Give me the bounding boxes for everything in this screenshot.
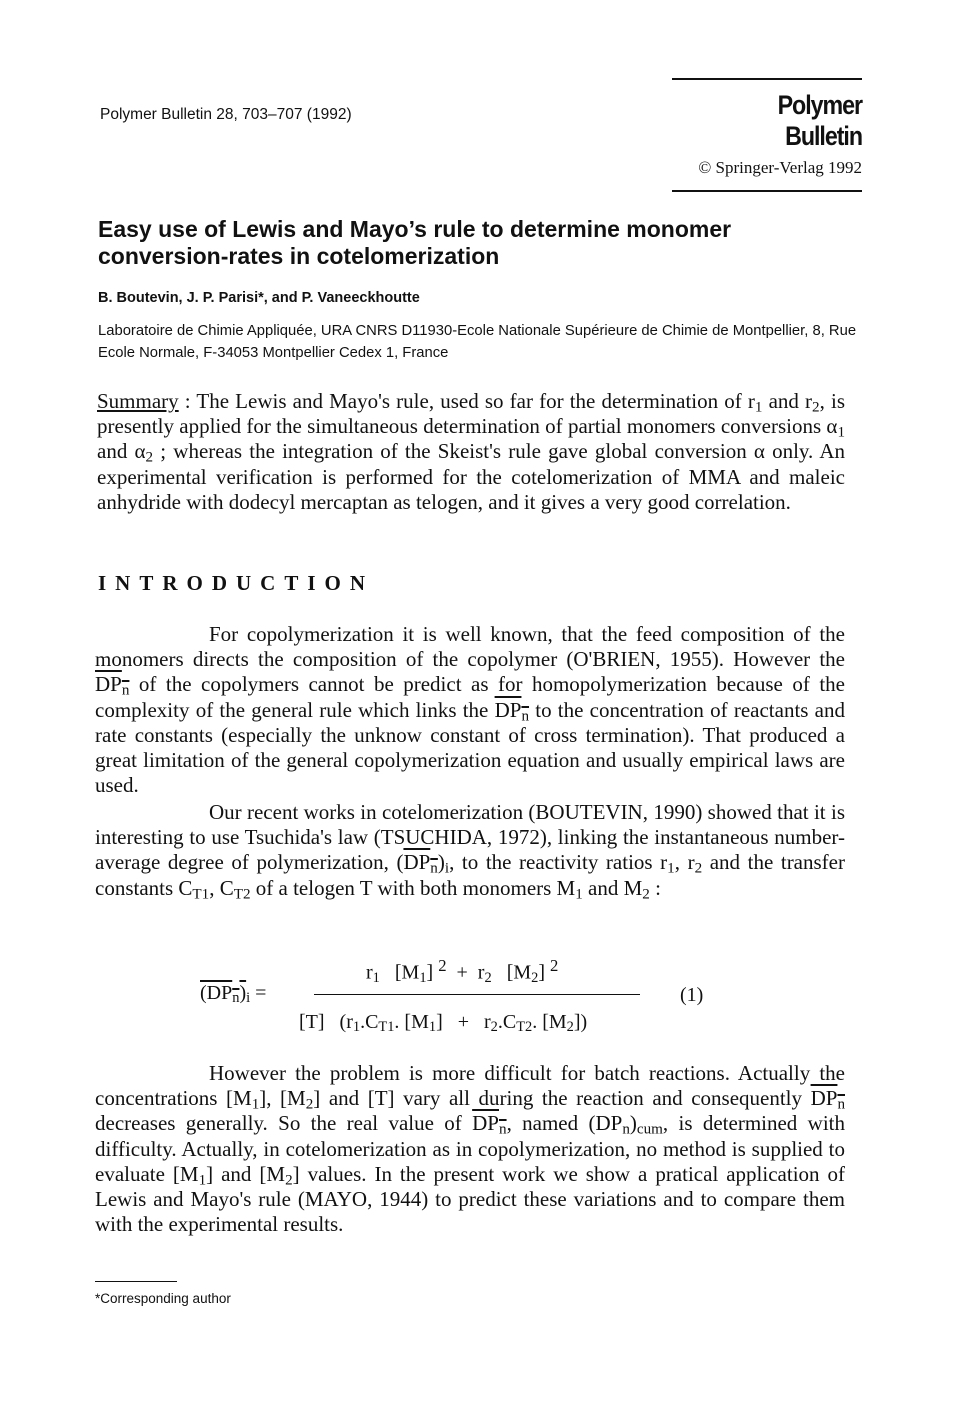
journal-name: Polymer Bulletin xyxy=(777,90,862,151)
summary-text: ; whereas the integration of the Skeist's rule gave global conversion α only. An experimental verification is performed for the cotelomerization of MMA and maleic anhydride with dodecyl mercaptan as telogen, and it gives a very good correlation. xyxy=(97,439,845,514)
equation-number: (1) xyxy=(680,984,704,1006)
summary-text: and α xyxy=(97,439,146,464)
footnote-rule xyxy=(95,1281,177,1282)
paragraph-text: , to the reactivity ratios r xyxy=(449,850,668,875)
equation-denominator: [T] ($r_1.C_{T1}$. $[M_1] + r_2.C_{T2}$. $[M_2]$) xyxy=(299,1011,588,1036)
equation-lhs: $(DP_n)_i$ = xyxy=(200,982,267,1007)
paragraph-text: For copolymerization it is well known, that the feed composition of the monomers directs the composition of the copolymer (O'BRIEN, 1955). However the xyxy=(95,622,845,672)
copyright-notice: © Springer-Verlag 1992 xyxy=(698,158,862,177)
paragraph-text: However the problem is more difficult for batch reactions. Actually the concentrations [M xyxy=(95,1061,845,1111)
paragraph-text: decreases generally. So the real value of xyxy=(95,1111,473,1136)
footnote-corresponding-author: *Corresponding author xyxy=(95,1291,231,1306)
paragraph-text: of a telogen T with both monomers M xyxy=(250,875,576,900)
title-line-2: conversion-rates in cotelomerization xyxy=(98,243,500,269)
paragraph-text: and the transfer constants C xyxy=(95,850,845,900)
paragraph-text: to the concentration of reactants and rate constants (especially the unknow constant of cross termination). That produced a great limitation of the general copolymerization equation and usually empirical laws are used. xyxy=(95,697,845,798)
journal-reference: Polymer Bulletin 28, 703–707 (1992) xyxy=(100,106,352,123)
affiliation: Laboratoire de Chimie Appliquée, URA CNRS D11930-Ecole Nationale Supérieure de Chimie de Montpellier, 8, Rue Ecole Normale, F-34053 Montpellier Cedex 1, France xyxy=(98,323,857,361)
subscript: 2 xyxy=(812,399,820,416)
dpn-symbol: $DP_n$ xyxy=(472,1111,507,1138)
journal-masthead xyxy=(672,78,862,192)
summary-paragraph xyxy=(97,389,845,515)
subscript: 2 xyxy=(145,449,154,466)
equation-numerator: $r_1$ $[M_1] ^2 + r_2$ $[M_2]$ $^2$ xyxy=(366,956,559,986)
section-heading-introduction: INTRODUCTION xyxy=(98,571,375,595)
dpn-symbol: $DP_n$ xyxy=(810,1086,845,1113)
dpn-symbol: $DP_n$ xyxy=(494,697,530,724)
intro-paragraph-1 xyxy=(95,622,845,798)
author-list: B. Boutevin, J. P. Parisi*, and P. Vaneeckhoutte xyxy=(98,290,420,306)
summary-label: Summary xyxy=(97,389,179,413)
paragraph-text: ] values. In the present work we show a pratical application of Lewis and Mayo's rule (MAYO, 1944) to predict these variations and to compare them with the experimental results. xyxy=(95,1161,845,1237)
dpn-symbol: $DP_n$ xyxy=(95,672,130,699)
summary-text: : The Lewis and Mayo's rule, used so far for the determination of r xyxy=(178,389,755,413)
intro-paragraph-2: Our recent works in cotelomerization (BOUTEVIN, 1990) showed that it is interesting to use Tsuchida's law (TSUCHIDA, 1972), linking the instantaneous number-average degree of polymerization, $(DP_n)_i$, to the reactivity ratios $r_1$, $r_2$ and the transfer constants $C_{T1}$, $C_{T2}$ of a telogen T with both monomers $M_1$ and $M_2$ : xyxy=(95,800,845,902)
fraction-bar xyxy=(314,994,640,995)
article-title xyxy=(98,216,858,270)
intro-paragraph-3: However the problem is more difficult for batch reactions. Actually the concentrations $[M_1]$, $[M_2]$ and [T] vary all during the reaction and consequently $DP_n$ decreases generally. So the real value of $DP_n$, named $(DP_n)_{cum}$, is determined with difficulty. Actually, in cotelomerization as in copolymerization, no method is supplied to evaluate $[M_1]$ and $[M_2]$ values. In the present work we show a pratical application of Lewis and Mayo's rule (MAYO, 1944) to predict these variations and to compare them with the experimental results. xyxy=(95,1061,845,1237)
subscript: 1 xyxy=(754,399,763,416)
title-line-1: Easy use of Lewis and Mayo’s rule to determine monomer xyxy=(98,216,732,242)
masthead-top-rule xyxy=(672,78,862,80)
summary-text: and r xyxy=(762,389,813,413)
summary-text: , is presently applied for the simultaneous determination of partial monomers conversions α xyxy=(97,389,845,439)
paragraph-text: ] and [T] vary all during the reaction and consequently xyxy=(313,1086,811,1111)
paragraph-text: Our recent works in cotelomerization (BOUTEVIN, 1990) showed that it is interesting to use Tsuchida's law (TSUCHIDA, 1972), linking the instantaneous number-average degree of polymerization, ( xyxy=(95,800,845,875)
paragraph-text: , is determined with difficulty. Actually, in cotelomerization as in copolymerization, no method is supplied to evaluate [M xyxy=(95,1111,845,1186)
masthead-bottom-rule xyxy=(672,190,862,192)
subscript: 1 xyxy=(837,424,845,441)
paragraph-text: of the copolymers cannot be predict as for homopolymerization because of the complexity of the general rule which links the xyxy=(95,672,845,722)
dpn-symbol: $DP_n$ xyxy=(403,850,438,877)
